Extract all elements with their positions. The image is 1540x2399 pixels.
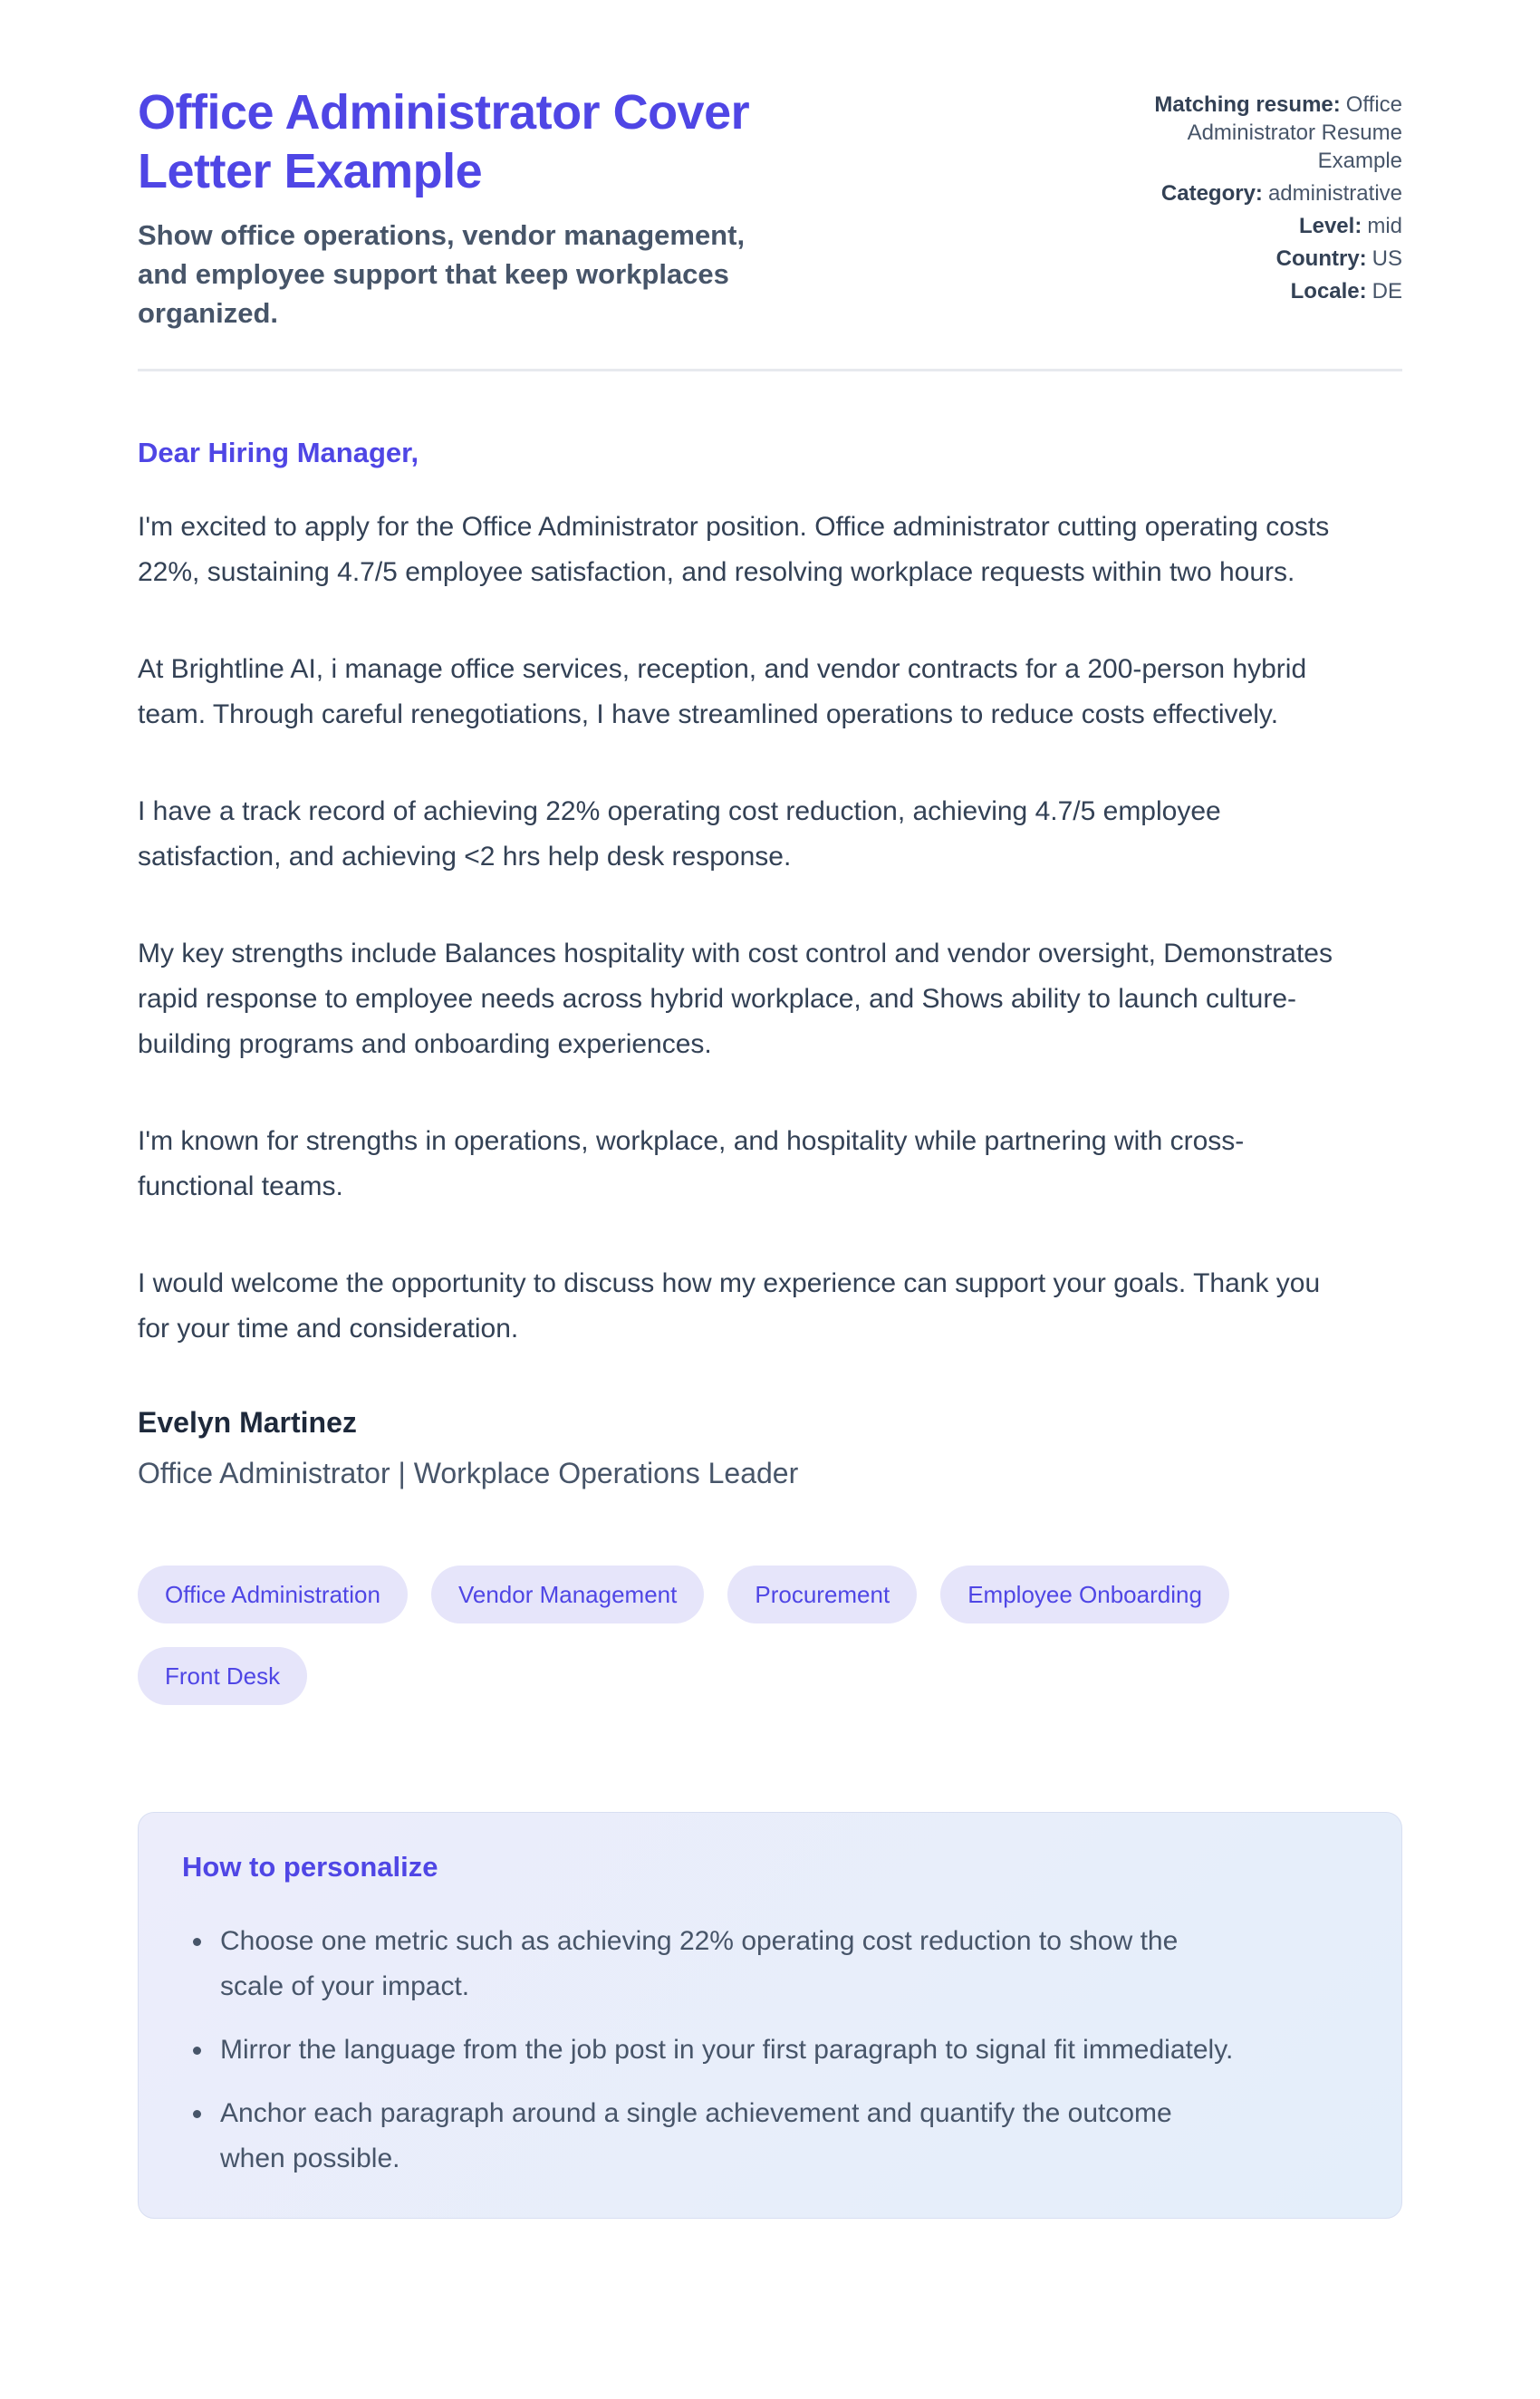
meta-matching-resume-value: Office Administrator Resume Example	[1187, 92, 1402, 173]
meta-category	[1112, 179, 1402, 207]
letter-paragraph-3: I have a track record of achieving 22% operating cost reduction, achieving 4.7/5 employee satisfaction, and achieving <2 hrs help desk response.	[138, 796, 1221, 872]
letter-paragraph-4: My key strengths include Balances hospitality with cost control and vendor oversight, Demonstrates rapid response to employee needs across hybrid workplace, and Shows ability to launch culture-building programs and onboarding experiences.	[138, 939, 1333, 1059]
letter-paragraph-6: I would welcome the opportunity to discuss how my experience can support your goals. Thank you for your time and consideration.	[138, 1268, 1321, 1344]
tag-vendor-management[interactable]: Vendor Management	[431, 1566, 704, 1623]
meta-matching-resume	[1112, 91, 1402, 175]
meta-level	[1112, 212, 1402, 240]
meta-matching-resume-label: Matching resume:	[1154, 92, 1341, 117]
personalize-bullet-2: • Mirror the language from the job post in your first paragraph to signal fit immediately.	[215, 2028, 1238, 2073]
letter-paragraph-2: At Brightline AI, i manage office services, reception, and vendor contracts for a 200-person hybrid team. Through careful renegotiations, I have streamlined operations to reduce costs effectively.	[138, 654, 1307, 729]
meta-country-label: Country:	[1275, 246, 1367, 271]
resume-meta-panel	[1112, 83, 1402, 310]
how-to-personalize-box	[138, 1812, 1402, 2219]
personalize-bullet-1: • Choose one metric such as achieving 22% operating cost reduction to show the scale of your impact.	[215, 1919, 1238, 2009]
skill-tag-list	[138, 1566, 1402, 1705]
tag-employee-onboarding[interactable]: Employee Onboarding	[940, 1566, 1229, 1623]
meta-locale-label: Locale:	[1290, 279, 1367, 303]
personalize-title: How to personalize	[182, 1851, 438, 1883]
meta-level-label: Level:	[1298, 214, 1362, 238]
meta-level-value: mid	[1367, 214, 1402, 238]
letter-paragraph-1: I'm excited to apply for the Office Administrator position. Office administrator cutting operating costs 22%, sustaining 4.7/5 employee satisfaction, and resolving workplace requests within two hours.	[138, 512, 1330, 587]
page-subtitle: Show office operations, vendor management, and employee support that keep workplaces organized.	[138, 219, 746, 329]
tag-office-administration[interactable]: Office Administration	[138, 1566, 408, 1623]
signature-name: Evelyn Martinez	[138, 1406, 357, 1439]
personalize-bullet-list	[182, 1919, 1358, 2182]
personalize-bullet-3: • Anchor each paragraph around a single achievement and quantify the outcome when possible.	[215, 2091, 1238, 2182]
meta-category-value: administrative	[1267, 181, 1402, 206]
meta-locale-value: DE	[1372, 279, 1402, 303]
header-divider	[138, 369, 1402, 371]
meta-country-value: US	[1372, 246, 1402, 271]
meta-category-label: Category:	[1160, 181, 1263, 206]
meta-country	[1112, 245, 1402, 273]
tag-front-desk[interactable]: Front Desk	[138, 1647, 307, 1705]
signature-role: Office Administrator | Workplace Operations Leader	[138, 1457, 799, 1489]
cover-letter-body	[138, 433, 1402, 1493]
letter-paragraph-5: I'm known for strengths in operations, workplace, and hospitality while partnering with cross-functional teams.	[138, 1126, 1245, 1201]
meta-locale	[1112, 277, 1402, 305]
page-title: Office Administrator Cover Letter Example	[138, 85, 750, 198]
page-header	[138, 83, 1402, 332]
header-title-block	[138, 83, 881, 332]
letter-greeting: Dear Hiring Manager,	[138, 437, 419, 468]
tag-procurement[interactable]: Procurement	[727, 1566, 917, 1623]
signature-block	[138, 1403, 1402, 1493]
